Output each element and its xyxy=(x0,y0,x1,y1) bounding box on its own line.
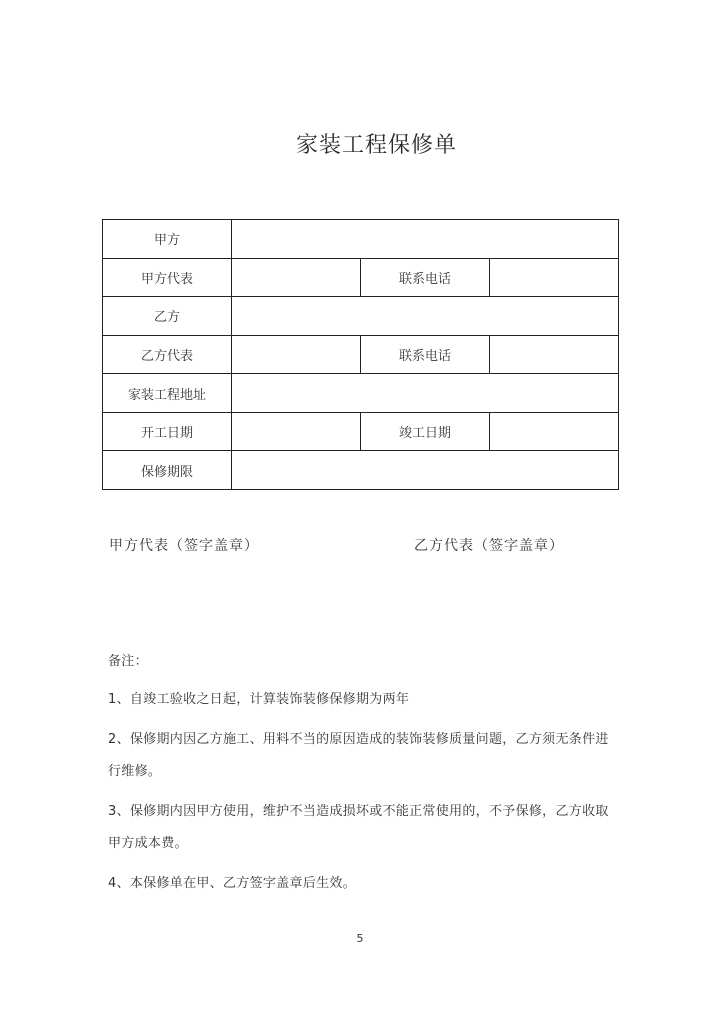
note-item: 2、保修期内因乙方施工、用料不当的原因造成的装饰装修质量问题，乙方须无条件进行维修。 xyxy=(108,732,609,779)
party-b-label: 乙方 xyxy=(103,297,232,336)
start-date-field[interactable] xyxy=(232,412,361,451)
party-a-field[interactable] xyxy=(232,220,619,259)
note-item: 1、自竣工验收之日起，计算装饰装修保修期为两年 xyxy=(108,692,410,707)
warranty-period-field[interactable] xyxy=(232,451,619,490)
table-row xyxy=(103,297,619,336)
start-date-label: 开工日期 xyxy=(103,412,232,451)
party-b-rep-field[interactable] xyxy=(232,335,361,374)
contact-phone-field-a[interactable] xyxy=(490,258,619,297)
table-row xyxy=(103,412,619,451)
completion-date-field[interactable] xyxy=(490,412,619,451)
project-address-label: 家装工程地址 xyxy=(103,374,232,413)
note-item: 4、本保修单在甲、乙方签字盖章后生效。 xyxy=(108,876,356,891)
notes-heading: 备注： xyxy=(108,654,148,669)
warranty-form-table xyxy=(102,219,619,490)
table-row xyxy=(103,258,619,297)
completion-date-label: 竣工日期 xyxy=(361,412,490,451)
party-b-signature-label: 乙方代表（签字盖章） xyxy=(414,538,564,554)
table-row xyxy=(103,374,619,413)
party-a-rep-field[interactable] xyxy=(232,258,361,297)
contact-phone-field-b[interactable] xyxy=(490,335,619,374)
party-a-rep-label: 甲方代表 xyxy=(103,258,232,297)
contact-phone-label-a: 联系电话 xyxy=(361,258,490,297)
contact-phone-label-b: 联系电话 xyxy=(361,335,490,374)
table-row xyxy=(103,335,619,374)
warranty-period-label: 保修期限 xyxy=(103,451,232,490)
party-b-rep-label: 乙方代表 xyxy=(103,335,232,374)
note-item: 3、保修期内因甲方使用，维护不当造成损坏或不能正常使用的，不予保修，乙方收取甲方成本费。 xyxy=(108,804,609,851)
table-row xyxy=(103,451,619,490)
page-title: 家装工程保修单 xyxy=(295,133,457,158)
party-b-field[interactable] xyxy=(232,297,619,336)
notes-section xyxy=(108,646,618,908)
table-row xyxy=(103,220,619,259)
party-a-signature-label: 甲方代表（签字盖章） xyxy=(109,538,259,554)
project-address-field[interactable] xyxy=(232,374,619,413)
page-number: 5 xyxy=(356,932,364,945)
party-a-label: 甲方 xyxy=(103,220,232,259)
